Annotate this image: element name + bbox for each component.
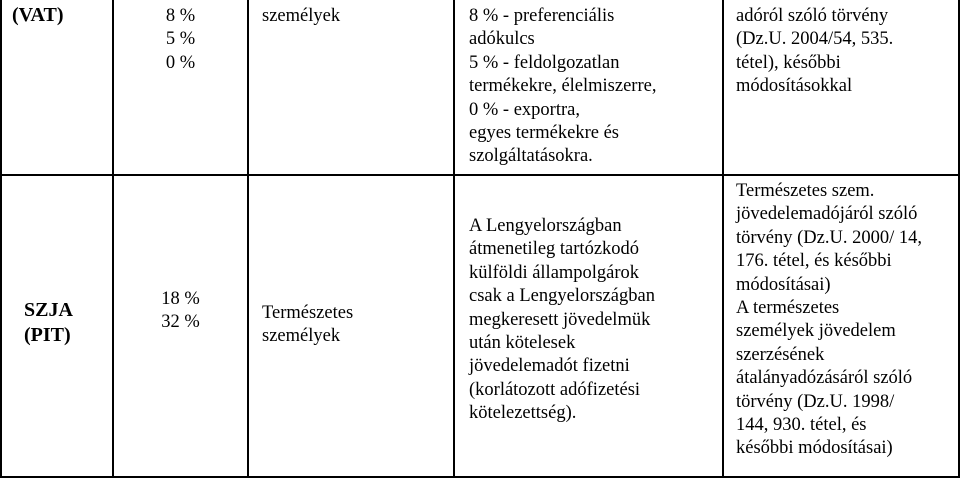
description-line: termékekre, élelmiszerre, [469,76,657,97]
description-line: A Lengyelországban [469,216,622,236]
legal-basis-line: 176. tétel, és későbbi [736,251,892,272]
rate-text: 32 % [161,312,200,333]
legal-basis-line: 144, 930. tétel, és [736,415,867,436]
subjects-cell [262,302,452,349]
tax-name-text: SZJA [24,299,73,321]
rate-text: 8 % [165,6,196,26]
description-cell [469,5,719,169]
tax-name-cell [12,3,107,28]
legal-basis-line: törvény (Dz.U. 2000/ 14, [736,227,922,248]
legal-basis-cell [736,5,956,99]
rates-cell [114,5,247,75]
description-line: átmenetileg tartózkodó [469,239,640,260]
subject-text: személyek [262,326,341,347]
rate-text: 18 % [161,289,200,309]
rate-text: 5 % [165,29,196,50]
rate-text: 0 % [165,52,196,73]
tax-name-text: (VAT) [12,4,64,26]
description-line: egyes termékekre és [469,123,619,144]
table-border [722,0,724,478]
legal-basis-line: A természetes [736,298,840,319]
table-border [0,0,2,478]
legal-basis-line: Természetes szem. [736,181,875,201]
description-line: kötelezettség). [469,403,577,424]
legal-basis-line: jövedelemadójáról szóló [736,204,918,225]
description-line: (korlátozott adófizetési [469,379,641,400]
description-line: csak a Lengyelországban [469,286,655,307]
subjects-cell [262,5,452,28]
row-divider [0,174,960,176]
description-cell [469,215,719,426]
rates-cell [114,288,247,335]
legal-basis-cell [736,180,956,461]
tax-name-text: (PIT) [24,324,71,346]
description-line: után kötelesek [469,333,576,354]
legal-basis-line: szerzésének [736,344,825,365]
description-line: 5 % - feldolgozatlan [469,52,620,73]
description-line: szolgáltatásokra. [469,146,593,167]
table-border [247,0,249,478]
legal-basis-line: adóról szóló törvény [736,6,889,26]
legal-basis-line: tétel), későbbi [736,52,841,73]
legal-basis-line: személyek jövedelem [736,321,896,342]
description-line: külföldi állampolgárok [469,262,640,283]
subject-text: Természetes [262,303,354,323]
legal-basis-line: törvény (Dz.U. 1998/ [736,391,895,412]
table-border [453,0,455,478]
description-line: adókulcs [469,29,535,50]
tax-name-cell [24,298,109,348]
description-line: 8 % - preferenciális [469,6,615,26]
legal-basis-line: későbbi módosításai) [736,438,893,459]
legal-basis-line: (Dz.U. 2004/54, 535. [736,29,894,50]
legal-basis-line: módosításokkal [736,76,853,97]
description-line: megkeresett jövedelmük [469,309,651,330]
legal-basis-line: módosításai) [736,274,831,295]
subject-text: személyek [262,6,341,26]
description-line: jövedelemadót fizetni [469,356,630,377]
legal-basis-line: átalányadózásáról szóló [736,368,913,389]
description-line: 0 % - exportra, [469,99,580,120]
